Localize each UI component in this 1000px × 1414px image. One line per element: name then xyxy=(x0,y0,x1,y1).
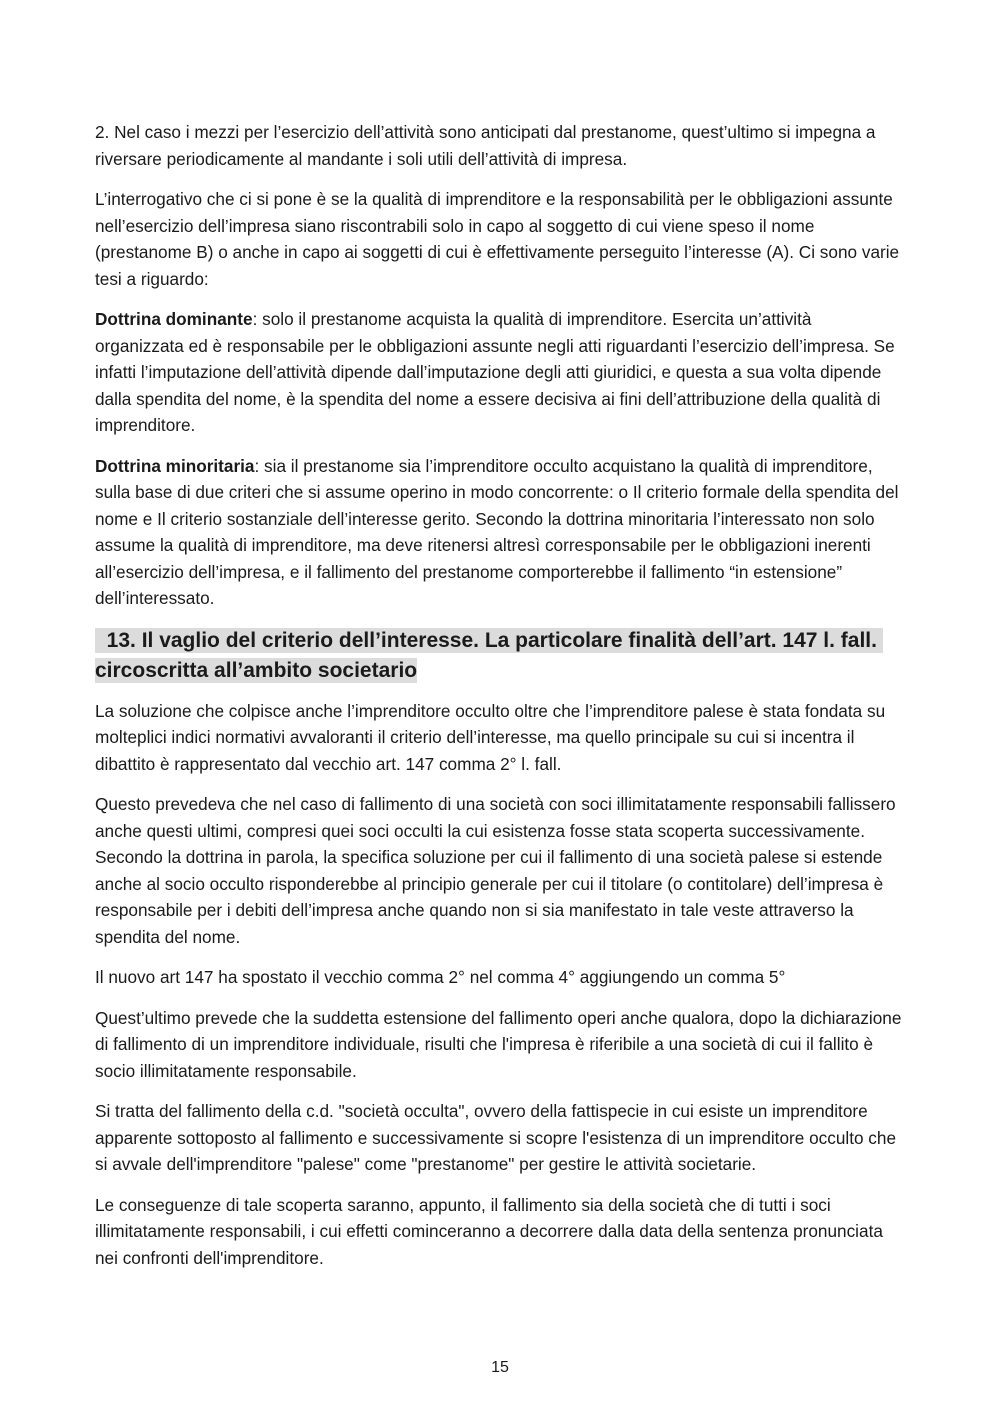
paragraph-question: L’interrogativo che ci si pone è se la qualità di imprenditore e la responsabilità per le obbligazioni assunte nell’esercizio dell’impresa siano riscontrabili solo in capo al soggetto di cui viene speso il nome (prestanome B) o anche in capo ai soggetti di cui è effettivamente perseguito l’interesse (A). Ci sono varie tesi a riguardo: xyxy=(95,189,900,289)
paragraph-dottrina-minoritaria-text: : sia il prestanome sia l’imprenditore occulto acquistano la qualità di imprenditore, sulla base di due criteri che si assume operino in modo concorrente: o Il criterio formale della spendita del nome e Il criterio sostanziale dell’interesse gerito. Secondo la dottrina minoritaria l’interessato non solo assume la qualità di imprenditore, ma deve ritenersi altresì corresponsabile per le obbligazioni inerenti all’esercizio dell’impresa, e il fallimento del prestanome comporterebbe il fallimento “in estensione” dell’interessato. xyxy=(95,455,899,608)
section-heading xyxy=(95,626,905,686)
paragraph-dottrina-minoritaria xyxy=(95,453,905,612)
page-number: 15 xyxy=(491,1359,509,1376)
term-dottrina-minoritaria: Dottrina minoritaria xyxy=(95,455,255,476)
page-body xyxy=(95,119,905,1285)
paragraph-new-art-147: Il nuovo art 147 ha spostato il vecchio comma 2° nel comma 4° aggiungendo un comma 5° xyxy=(95,967,786,987)
paragraph-societa-occulta: Si tratta del fallimento della c.d. "società occulta", ovvero della fattispecie in cui esiste un imprenditore apparente sottoposto al fallimento e successivamente si scopre l'esistenza di un imprenditore occulto che si avvale dell'imprenditore "palese" come "prestanome" per gestire le attività societarie. xyxy=(95,1101,897,1174)
paragraph-old-art-147: Questo prevedeva che nel caso di fallimento di una società con soci illimitatamente responsabili fallissero anche questi ultimi, compresi quei soci occulti la cui esistenza fosse stata scoperta successivamente. Secondo la dottrina in parola, la specifica soluzione per cui il fallimento di una società palese si estende anche al socio occulto risponderebbe al principio generale per cui il titolare (o contitolare) dell’impresa è responsabile per i debiti dell’impresa anche quando non si sia manifestato in tale veste attraverso la spendita del nome. xyxy=(95,794,896,947)
section-heading-text: 13. Il vaglio del criterio dell’interesse. La particolare finalità dell’art. 147 l. fall. circoscritta all’ambito societario xyxy=(95,628,883,682)
paragraph-dottrina-dominante-text: : solo il prestanome acquista la qualità di imprenditore. Esercita un’attività organizzata ed è responsabile per le obbligazioni assunte negli atti riguardanti l’esercizio dell’impresa. Se infatti l’imputazione dell’attività dipende dall’imputazione degli atti giuridici, e questa a sua volta dipende dalla spendita del nome, è la spendita del nome a essere decisiva ai fini dell’attribuzione della qualità di imprenditore. xyxy=(95,309,895,435)
paragraph-conseguenze: Le conseguenze di tale scoperta saranno, appunto, il fallimento sia della società che di tutti i soci illimitatamente responsabili, i cui effetti cominceranno a decorrere dalla data della sentenza pronunciata nei confronti dell'imprenditore. xyxy=(95,1194,883,1268)
paragraph-dottrina-dominante xyxy=(95,306,905,439)
paragraph-soluzione: La soluzione che colpisce anche l’imprenditore occulto oltre che l’imprenditore palese è stata fondata su molteplici indici normativi avvaloranti il criterio dell’interesse, ma quello principale su cui si incentra il dibattito è rappresentato dal vecchio art. 147 comma 2° l. fall. xyxy=(95,700,886,774)
paragraph-prestanome-means: 2. Nel caso i mezzi per l’esercizio dell’attività sono anticipati dal prestanome, quest’ultimo si impegna a riversare periodicamente al mandante i soli utili dell’attività di impresa. xyxy=(95,122,876,169)
paragraph-comma-5: Quest’ultimo prevede che la suddetta estensione del fallimento operi anche qualora, dopo la dichiarazione di fallimento di un imprenditore individuale, risulti che l'impresa è riferibile a una società di cui il fallito è socio illimitatamente responsabile. xyxy=(95,1007,902,1081)
term-dottrina-dominante: Dottrina dominante xyxy=(95,309,253,329)
